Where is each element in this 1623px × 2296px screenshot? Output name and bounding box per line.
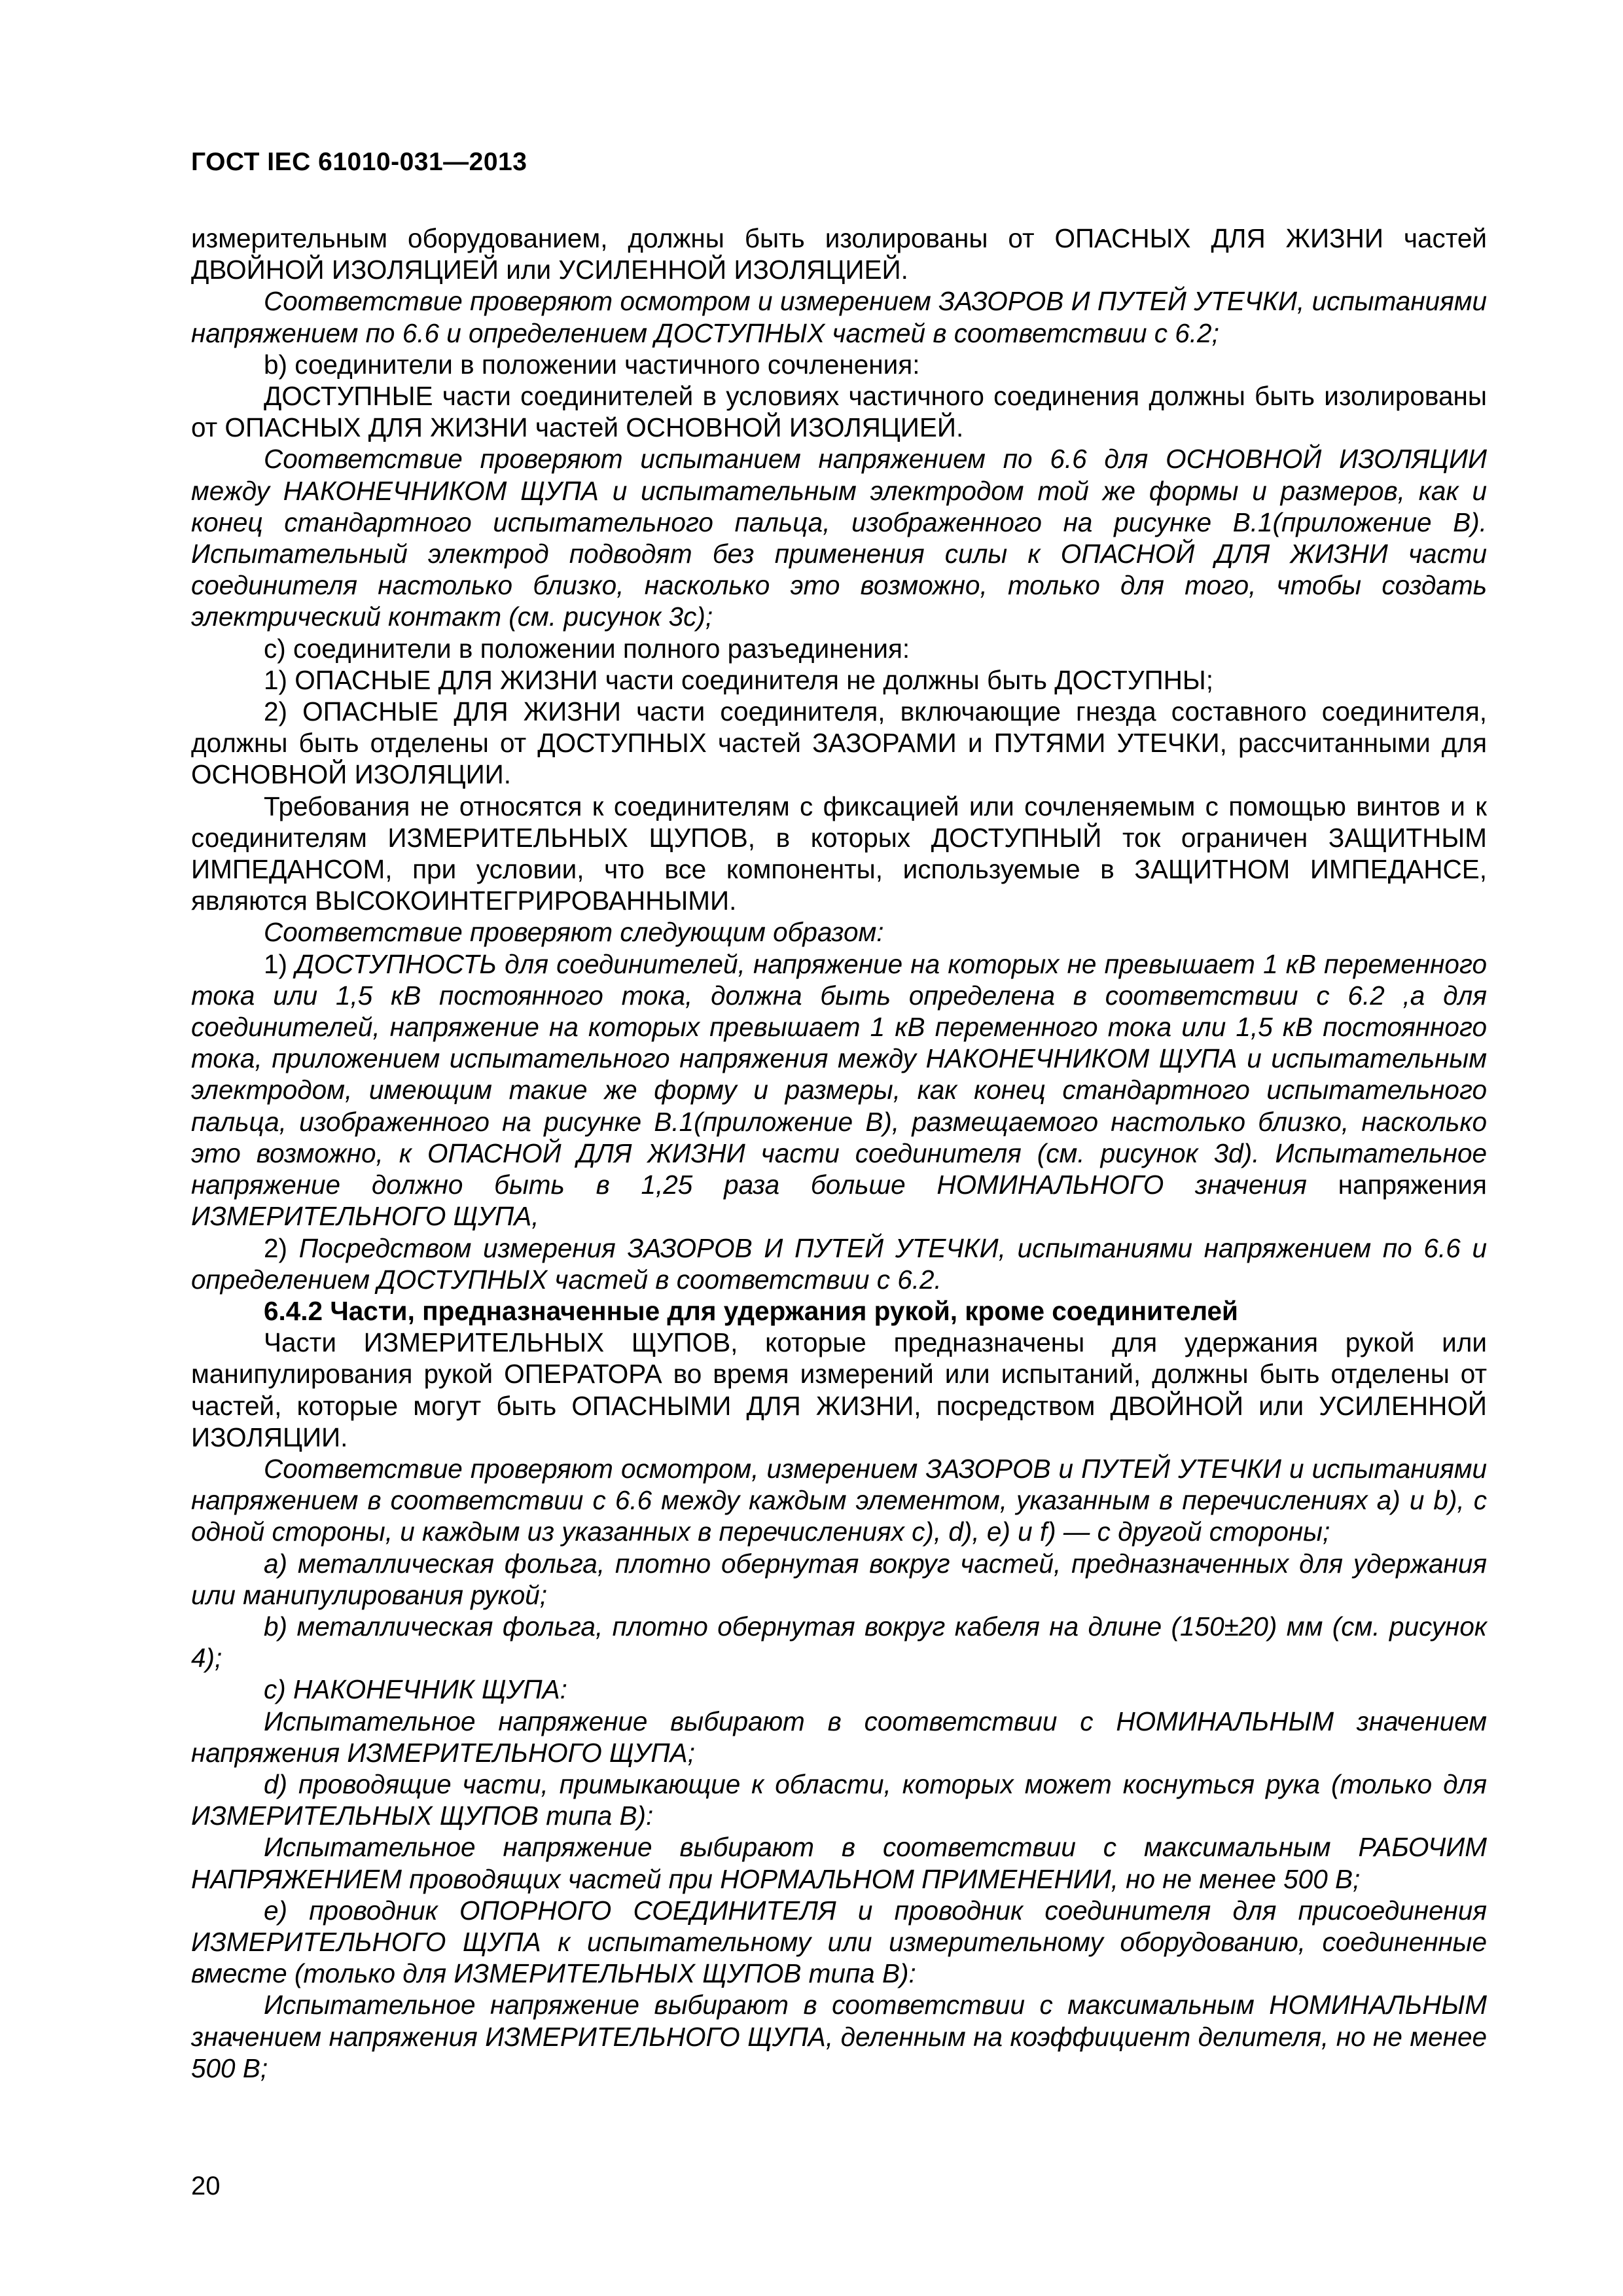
paragraph: измерительным оборудованием, должны быть изолированы от ОПАСНЫХ ДЛЯ ЖИЗНИ частей ДВОЙНОЙ ИЗОЛЯЦИЕЙ или УСИЛЕННОЙ ИЗОЛЯЦИЕЙ. xyxy=(191,223,1487,285)
document-body xyxy=(191,223,1487,2084)
paragraph: Соответствие проверяют испытанием напряжением по 6.6 для ОСНОВНОЙ ИЗОЛЯЦИИ между НАКОНЕЧНИКОМ ЩУПА и испытательным электродом той же формы и размеров, как и конец стандартного испытательного пальца, изображенного на рисунке В.1(приложение В). Испытательный электрод подводят без применения силы к ОПАСНОЙ ДЛЯ ЖИЗНИ части соединителя настолько близко, насколько это возможно, только для того, чтобы создать электрический контакт (см. рисунок 3c); xyxy=(191,444,1487,632)
paragraph: ДОСТУПНЫЕ части соединителей в условиях частичного соединения должны быть изолированы от ОПАСНЫХ ДЛЯ ЖИЗНИ частей ОСНОВНОЙ ИЗОЛЯЦИЕЙ. xyxy=(191,381,1487,443)
paragraph-prefix: 1) xyxy=(264,948,296,979)
paragraph: Части ИЗМЕРИТЕЛЬНЫХ ЩУПОВ, которые предназначены для удержания рукой или манипулирования рукой ОПЕРАТОРА во время измерений или испытаний, должны быть отделены от частей, которые могут быть ОПАСНЫМИ ДЛЯ ЖИЗНИ, посредством ДВОЙНОЙ или УСИЛЕННОЙ ИЗОЛЯЦИИ. xyxy=(191,1327,1487,1452)
paragraph-prefix: 2) xyxy=(264,1232,299,1263)
paragraph-italic-text: ДОСТУПНОСТЬ для соединителей, напряжение на которых не превышает 1 кВ переменного тока или 1,5 кВ постоянного тока, должна быть определена в соответствии с 6.2 ,а для соединителей, напряжение на которых превышает 1 кВ переменного тока или 1,5 кВ постоянного тока, приложением испытательного напряжения между НАКОНЕЧНИКОМ ЩУПА и испытательным электродом, имеющим такие же форму и размеры, как конец стандартного испытательного пальца, изображенного на рисунке В.1(приложение В), размещаемого настолько близко, насколько это возможно, к ОПАСНОЙ ДЛЯ ЖИЗНИ части соединителя (см. рисунок 3d). Испытательное напряжение должно быть в 1,25 раза больше НОМИНАЛЬНОГО значения xyxy=(191,948,1487,1200)
paragraph: Соответствие проверяют следующим образом: xyxy=(264,917,884,948)
paragraph: c) НАКОНЕЧНИК ЩУПА: xyxy=(264,1674,567,1705)
page-number: 20 xyxy=(191,2172,221,2200)
paragraph xyxy=(191,1232,1487,1295)
paragraph: Соответствие проверяют осмотром, измерением ЗАЗОРОВ и ПУТЕЙ УТЕЧКИ и испытаниями напряжением в соответствии с 6.6 между каждым элементом, указанным в перечислениях а) и b), с одной стороны, и каждым из указанных в перечислениях c), d), e) и f) — с другой стороны; xyxy=(191,1453,1487,1547)
paragraph: c) соединители в положении полного разъединения: xyxy=(264,633,910,664)
paragraph: e) проводник ОПОРНОГО СОЕДИНИТЕЛЯ и проводник соединителя для присоединения ИЗМЕРИТЕЛЬНОГО ЩУПА к испытательному или измерительному оборудованию, соединенные вместе (только для ИЗМЕРИТЕЛЬНЫХ ЩУПОВ типа B): xyxy=(191,1895,1487,1989)
paragraph: 1) ОПАСНЫЕ ДЛЯ ЖИЗНИ части соединителя не должны быть ДОСТУПНЫ; xyxy=(264,664,1214,695)
paragraph: b) металлическая фольга, плотно обернутая вокруг кабеля на длине (150±20) мм (см. рисунок 4); xyxy=(191,1611,1487,1674)
paragraph: Испытательное напряжение выбирают в соответствии с НОМИНАЛЬНЫМ значением напряжения ИЗМЕРИТЕЛЬНОГО ЩУПА; xyxy=(191,1706,1487,1768)
paragraph: Соответствие проверяют осмотром и измерением ЗАЗОРОВ И ПУТЕЙ УТЕЧКИ, испытаниями напряжением по 6.6 и определением ДОСТУПНЫХ частей в соответствии с 6.2; xyxy=(191,286,1487,348)
paragraph-normal-text: напряжения xyxy=(1306,1170,1487,1200)
paragraph: Испытательное напряжение выбирают в соответствии с максимальным НОМИНАЛЬНЫМ значением напряжения ИЗМЕРИТЕЛЬНОГО ЩУПА, деленным на коэффициент делителя, но не менее 500 В; xyxy=(191,1990,1487,2083)
paragraph: Испытательное напряжение выбирают в соответствии с максимальным РАБОЧИМ НАПРЯЖЕНИЕМ проводящих частей при НОРМАЛЬНОМ ПРИМЕНЕНИИ, но не менее 500 В; xyxy=(191,1832,1487,1894)
paragraph-italic-text: Посредством измерения ЗАЗОРОВ И ПУТЕЙ УТЕЧКИ, испытаниями напряжением по 6.6 и определением ДОСТУПНЫХ частей в соответствии с 6.2. xyxy=(191,1232,1487,1295)
section-heading: 6.4.2 Части, предназначенные для удержания рукой, кроме соединителей xyxy=(264,1295,1238,1326)
paragraph: a) металлическая фольга, плотно обернутая вокруг частей, предназначенных для удержания или манипулирования рукой; xyxy=(191,1548,1487,1610)
document-header: ГОСТ IEC 61010-031—2013 xyxy=(191,148,527,176)
paragraph: 2) ОПАСНЫЕ ДЛЯ ЖИЗНИ части соединителя, включающие гнезда составного соединителя, должны быть отделены от ДОСТУПНЫХ частей ЗАЗОРАМИ и ПУТЯМИ УТЕЧКИ, рассчитанными для ОСНОВНОЙ ИЗОЛЯЦИИ. xyxy=(191,696,1487,790)
paragraph xyxy=(191,948,1487,1232)
paragraph: Требования не относятся к соединителям с фиксацией или сочленяемым с помощью винтов и к соединителям ИЗМЕРИТЕЛЬНЫХ ЩУПОВ, в которых ДОСТУПНЫЙ ток ограничен ЗАЩИТНЫМ ИМПЕДАНСОМ, при условии, что все компоненты, используемые в ЗАЩИТНОМ ИМПЕДАНСЕ, являются ВЫСОКОИНТЕГРИРОВАННЫМИ. xyxy=(191,791,1487,916)
paragraph-italic-tail: ИЗМЕРИТЕЛЬНОГО ЩУПА, xyxy=(191,1201,539,1232)
paragraph: d) проводящие части, примыкающие к области, которых может коснуться рука (только для ИЗМЕРИТЕЛЬНЫХ ЩУПОВ типа B): xyxy=(191,1768,1487,1831)
paragraph: b) соединители в положении частичного сочленения: xyxy=(264,349,920,380)
